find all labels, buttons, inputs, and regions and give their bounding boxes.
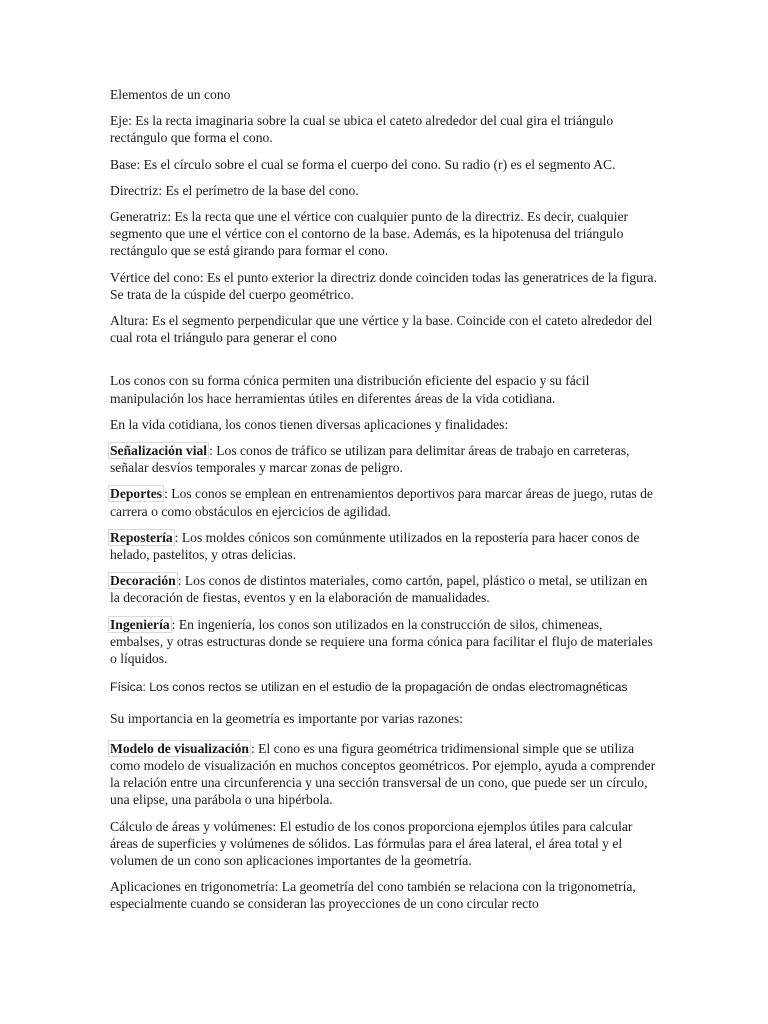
elemento-text: : Es la recta que une el vértice con cualquier punto de la directriz. Es decir, cualquier segmento que une el vértice con el contorno de la base. Además, es la hipotenusa del triángulo rectángulo que se está girando para formar el cono. xyxy=(110,209,629,259)
elemento-directriz xyxy=(110,182,658,199)
elemento-text: : Es la recta imaginaria sobre la cual se ubica el cateto alrededor del cual gira el triángulo rectángulo que forma el cono. xyxy=(110,113,614,146)
intro-paragraph: Los conos con su forma cónica permiten una distribución eficiente del espacio y su fácil manipulación los hace herramientas útiles en diferentes áreas de la vida cotidiana. xyxy=(110,373,590,406)
aplicacion-term: Ingeniería xyxy=(110,616,170,632)
elemento-label: Eje xyxy=(110,113,129,129)
aplicacion-deportes xyxy=(110,485,658,519)
document-page xyxy=(110,86,658,922)
aplicacion-ingenieria xyxy=(110,616,658,668)
aplicaciones-intro: En la vida cotidiana, los conos tienen diversas aplicaciones y finalidades: xyxy=(110,416,509,432)
aplicacion-term: Señalización vial xyxy=(110,443,208,459)
aplicacion-senalizacion xyxy=(110,442,658,476)
razon-label: Aplicaciones en trigonometría xyxy=(110,879,275,895)
aplicacion-text: : En ingeniería, los conos son utilizados en la construcción de silos, chimeneas, embalses, y otras estructuras donde se requiere una forma cónica para facilitar el flujo de materiales o líquidos. xyxy=(110,616,653,667)
elemento-text: : Es el punto exterior la directriz donde coinciden todas las generatrices de la figura. Se trata de la cúspide del cuerpo geométrico. xyxy=(110,269,657,302)
razon-modelo xyxy=(110,740,658,809)
aplicaciones-list xyxy=(110,442,658,667)
razon-text: : La geometría del cono también se relaciona con la trigonometría, especialmente cuando se consideran las proyecciones de un cono circular recto xyxy=(110,879,636,912)
razon-text: : El cono es una figura geométrica tridimensional simple que se utiliza como modelo de visualización en muchos conceptos geométricos. Por ejemplo, ayuda a comprender la relación entre una circunferencia y una sección transversal de un cono, que puede ser un círculo, una elipse, una parábola o una hipérbola. xyxy=(110,740,656,808)
aplicacion-reposteria xyxy=(110,529,658,563)
aplicacion-term: Repostería xyxy=(110,529,173,545)
razones-list xyxy=(110,740,658,913)
elemento-label: Base xyxy=(110,156,137,172)
fisica-paragraph: Física: Los conos rectos se utilizan en el estudio de la propagación de ondas electromagnéticas xyxy=(110,680,628,695)
aplicacion-term: Deportes xyxy=(110,486,163,502)
elemento-label: Vértice del cono xyxy=(110,269,200,285)
document-title: Elementos de un cono xyxy=(110,87,231,102)
razon-calculo xyxy=(110,818,658,870)
aplicacion-text: : Los conos de distintos materiales, como cartón, papel, plástico o metal, se utilizan en la decoración de fiestas, eventos y en la elaboración de manualidades. xyxy=(110,573,648,606)
razon-trigonometria xyxy=(110,878,658,912)
elemento-label: Directriz xyxy=(110,182,159,198)
elemento-text: : Es el círculo sobre el cual se forma el cuerpo del cono. Su radio (r) es el segmento AC. xyxy=(136,156,616,172)
elemento-text: : Es el segmento perpendicular que une vértice y la base. Coincide con el cateto alrededor del cual rota el triángulo para generar el cono xyxy=(110,313,653,346)
elemento-label: Altura xyxy=(110,313,145,329)
elemento-base xyxy=(110,156,658,173)
elementos-list xyxy=(110,112,658,346)
aplicacion-text: : Los moldes cónicos son comúnmente utilizados en la repostería para hacer conos de helado, pastelitos, y otras delicias. xyxy=(110,529,640,563)
elemento-altura xyxy=(110,312,658,346)
aplicacion-term: Decoración xyxy=(110,573,176,589)
aplicacion-text: : Los conos de tráfico se utilizan para delimitar áreas de trabajo en carreteras, señalar desvíos temporales y marcar zonas de peligro. xyxy=(110,443,630,476)
razon-label: Cálculo de áreas y volúmenes xyxy=(110,818,273,834)
elemento-text: : Es el perímetro de la base del cono. xyxy=(158,182,359,198)
elemento-label: Generatriz xyxy=(110,209,168,225)
razon-term: Modelo de visualización xyxy=(110,740,249,756)
aplicacion-text: : Los conos se emplean en entrenamientos deportivos para marcar áreas de juego, rutas de carrera o como obstáculos en ejercicios de agilidad. xyxy=(110,486,653,519)
elemento-eje xyxy=(110,112,658,146)
aplicacion-decoracion xyxy=(110,572,658,606)
elemento-generatriz xyxy=(110,208,658,260)
importancia-intro: Su importancia en la geometría es importante por varias razones: xyxy=(110,711,463,727)
razon-text: : El estudio de los conos proporciona ejemplos útiles para calcular áreas de superficies y volúmenes de sólidos. Las fórmulas para el área lateral, el área total y el volumen de un cono son aplicaciones importantes de la geometría. xyxy=(110,818,633,868)
elemento-vertice xyxy=(110,269,658,303)
